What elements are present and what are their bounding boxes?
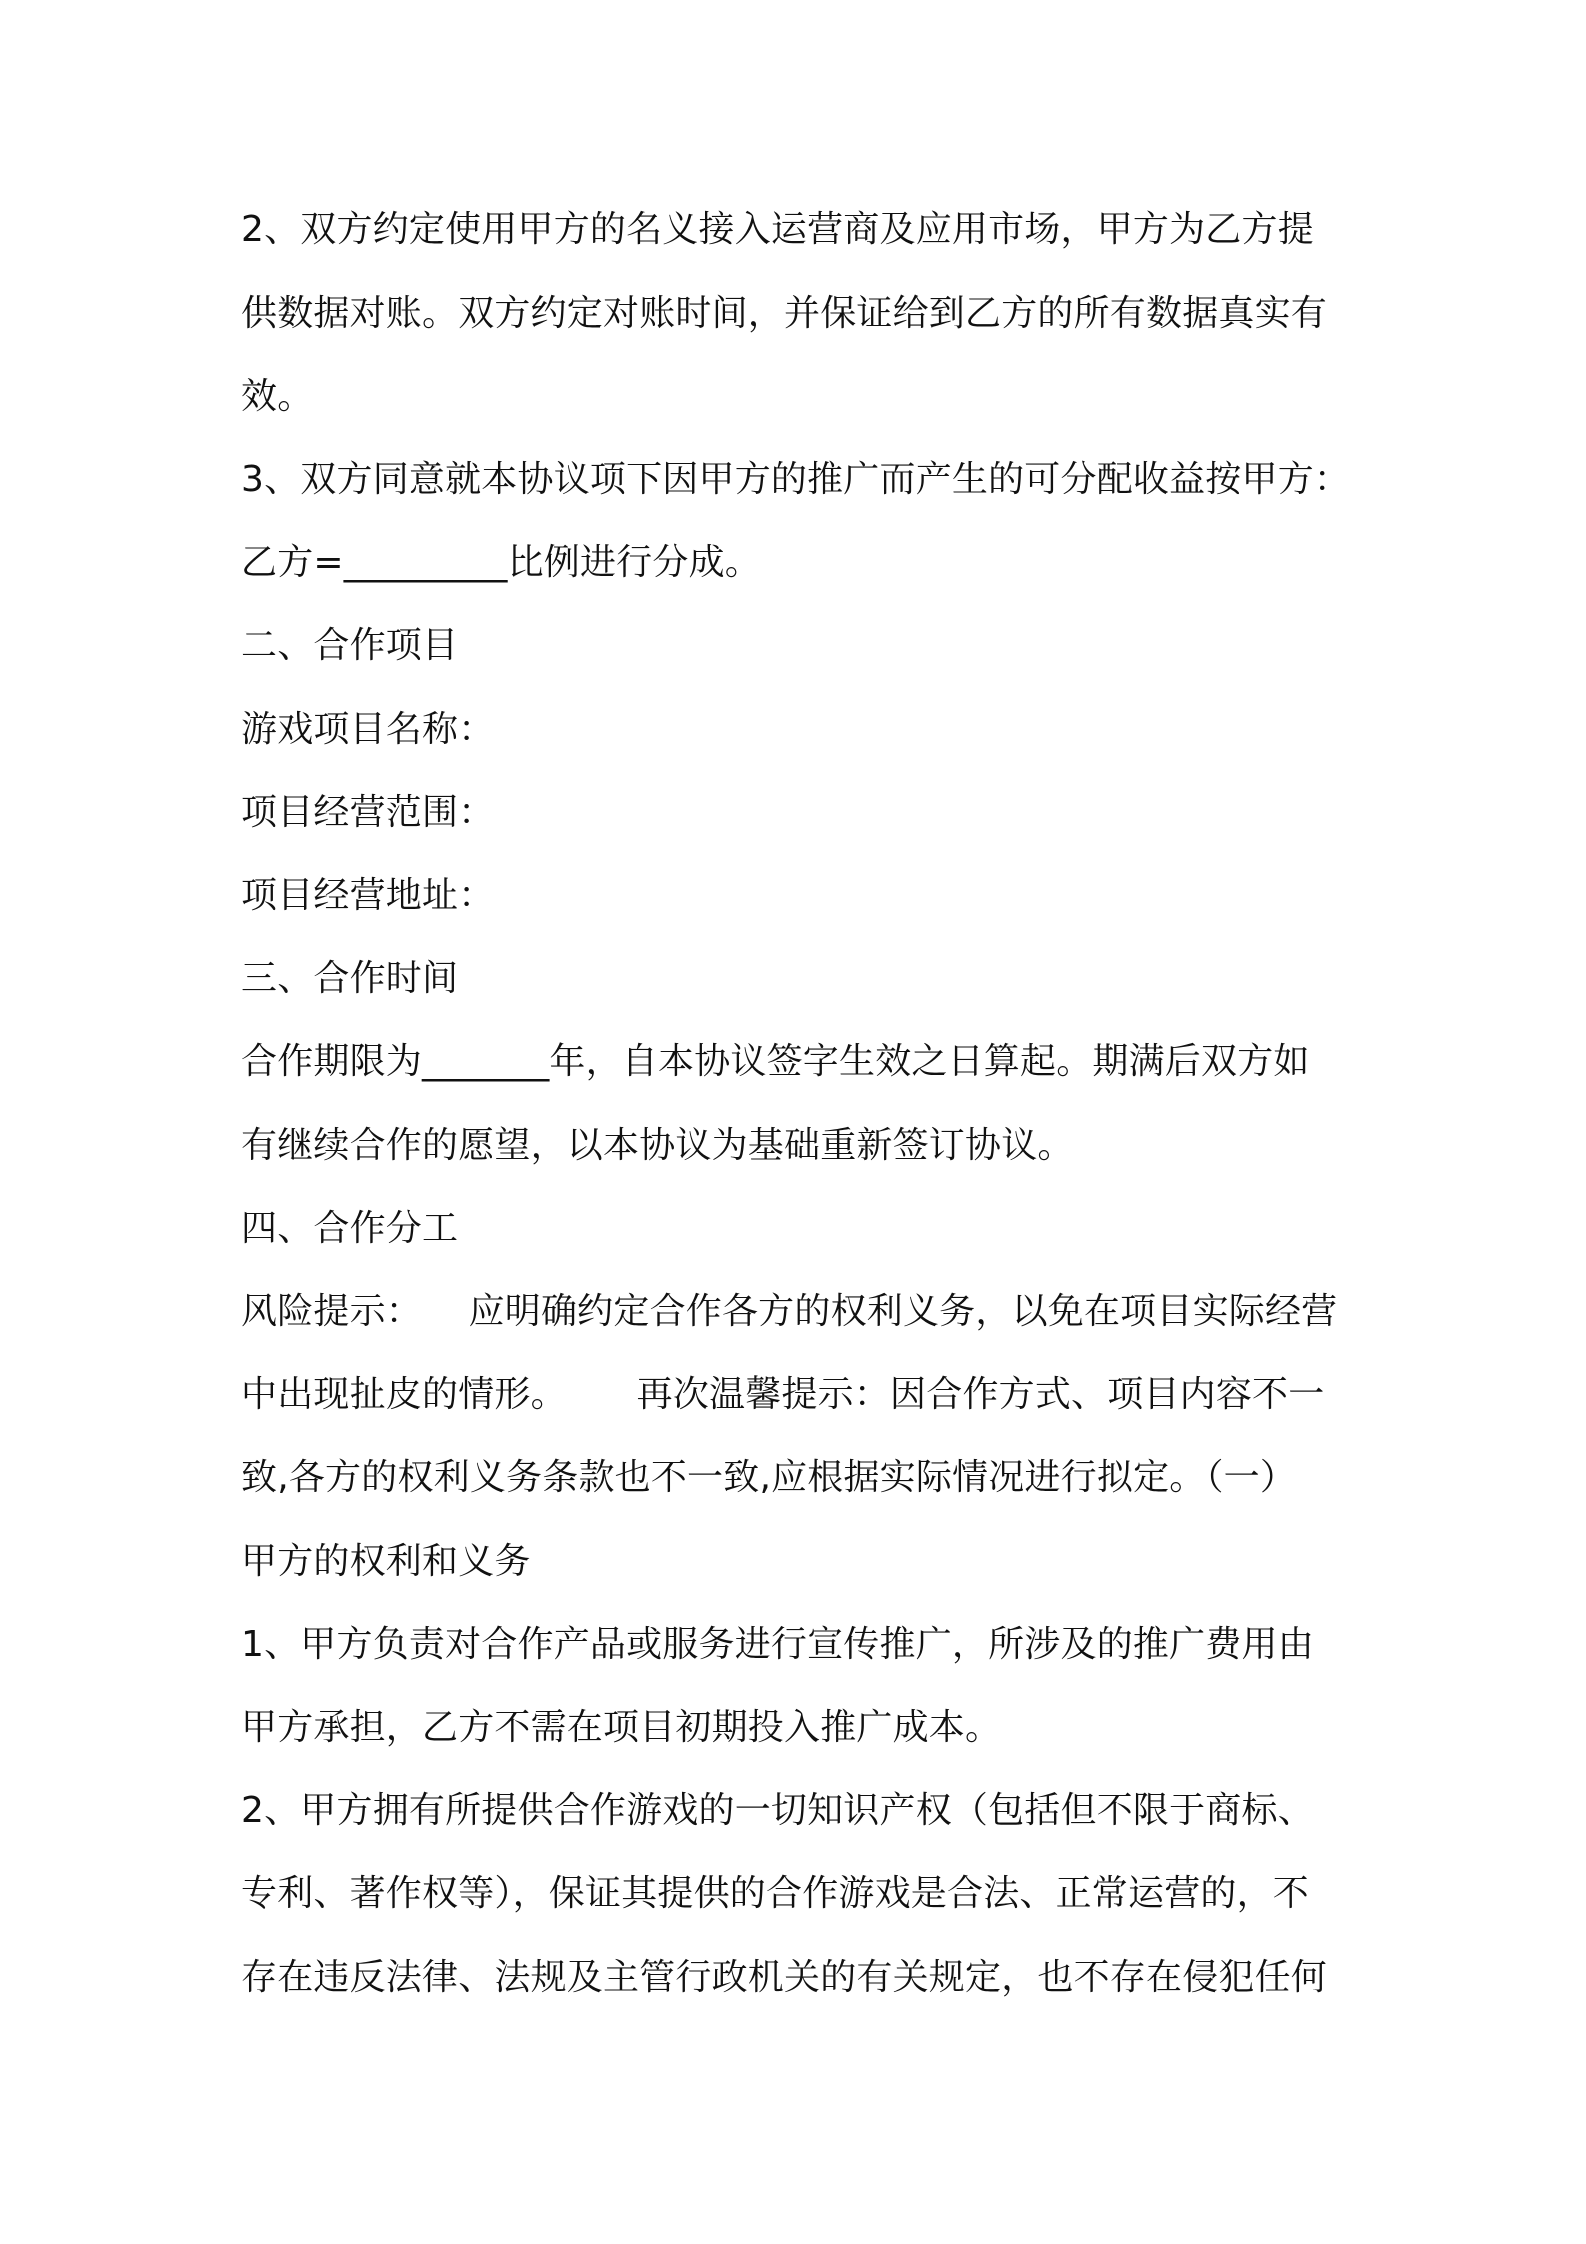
text-line: 3、双方同意就本协议项下因甲方的推广而产生的可分配收益按甲方： bbox=[241, 459, 1351, 500]
text-line: 1、甲方负责对合作产品或服务进行宣传推广，所涉及的推广费用由 bbox=[241, 1624, 1314, 1665]
text-line: 供数据对账。双方约定对账时间，并保证给到乙方的所有数据真实有 bbox=[241, 293, 1328, 334]
text-line: 游戏项目名称： bbox=[241, 709, 495, 750]
text-line: 效。 bbox=[241, 376, 314, 417]
text-line: 合作期限为_______年，自本协议签字生效之日算起。期满后双方如 bbox=[241, 1041, 1310, 1082]
text-line: 存在违反法律、法规及主管行政机关的有关规定，也不存在侵犯任何 bbox=[241, 1957, 1328, 1998]
text-line: 中出现扯皮的情形。 再次温馨提示：因合作方式、项目内容不一 bbox=[241, 1374, 1325, 1415]
text-line: 2、甲方拥有所提供合作游戏的一切知识产权（包括但不限于商标、 bbox=[241, 1790, 1314, 1831]
text-line: 有继续合作的愿望，以本协议为基础重新签订协议。 bbox=[241, 1125, 1074, 1166]
text-line: 致,各方的权利义务条款也不一致,应根据实际情况进行拟定。（一） bbox=[241, 1457, 1297, 1498]
text-line: 风险提示： 应明确约定合作各方的权利义务，以免在项目实际经营 bbox=[241, 1291, 1338, 1332]
text-line: 甲方承担，乙方不需在项目初期投入推广成本。 bbox=[241, 1707, 1002, 1748]
text-line: 2、双方约定使用甲方的名义接入运营商及应用市场，甲方为乙方提 bbox=[241, 209, 1314, 250]
text-line: 项目经营范围： bbox=[241, 792, 495, 833]
text-line: 专利、著作权等），保证其提供的合作游戏是合法、正常运营的，不 bbox=[241, 1873, 1310, 1914]
text-line: 项目经营地址： bbox=[241, 875, 495, 916]
section-heading: 四、合作分工 bbox=[241, 1208, 459, 1249]
text-line: 甲方的权利和义务 bbox=[241, 1541, 531, 1582]
section-heading: 三、合作时间 bbox=[241, 958, 459, 999]
section-heading: 二、合作项目 bbox=[241, 625, 459, 666]
text-line: 乙方=_________比例进行分成。 bbox=[241, 542, 761, 583]
